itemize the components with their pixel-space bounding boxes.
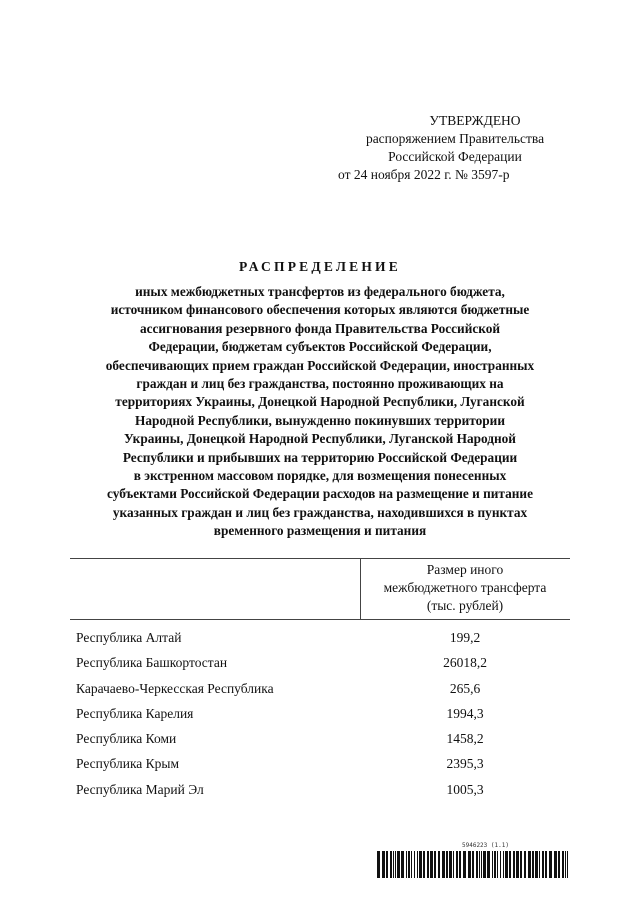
region-name: Республика Алтай — [76, 630, 182, 645]
subtitle-line: граждан и лиц без гражданства, постоянно проживающих на — [136, 376, 504, 392]
table-row — [76, 727, 570, 752]
region-name: Карачаево-Черкесская Республика — [76, 680, 274, 696]
column-header-line: межбюджетного трансферта — [383, 580, 547, 595]
transfer-amount: 1994,3 — [446, 705, 484, 721]
subtitle-line: Народной Республики, вынужденно покинувших территории — [135, 412, 505, 428]
region-name: Республика Башкортостан — [76, 655, 228, 671]
subtitle-line: обеспечивающих прием граждан Российской Федерации, иностранных — [105, 357, 535, 373]
table-row — [76, 752, 570, 777]
subtitle-line: Украины, Донецкой Народной Республики, Луганской Народной — [124, 431, 516, 447]
transfer-amount: 265,6 — [449, 680, 481, 696]
subtitle-line: источником финансового обеспечения которых являются бюджетные — [110, 302, 530, 318]
subtitle-line: указанных граждан и лиц без гражданства, находившихся в пунктах — [112, 504, 528, 520]
approval-block — [330, 112, 580, 184]
subtitle-line: ассигнования резервного фонда Правительства Российской — [139, 320, 501, 336]
table-row — [76, 677, 570, 702]
subtitle-line: Федерации, бюджетам субъектов Российской Федерации, — [148, 339, 492, 355]
table-row — [76, 702, 570, 727]
table-top-border — [70, 558, 570, 559]
approval-line-government: Российской Федерации — [388, 149, 522, 164]
region-name: Республика Марий Эл — [76, 781, 204, 797]
subtitle-line: в экстренном массовом порядке, для возмещения понесенных — [133, 468, 507, 484]
transfer-amount: 26018,2 — [443, 655, 487, 671]
region-name: Республика Крым — [76, 756, 180, 772]
column-header-line: (тыс. рублей) — [426, 598, 504, 613]
table-body — [76, 626, 570, 803]
table-row — [76, 651, 570, 676]
subtitle-line: иных межбюджетных трансфертов из федерального бюджета, — [135, 284, 505, 299]
transfer-amount: 2395,3 — [446, 756, 484, 772]
barcode-number: 5946223 (1.1) — [462, 842, 509, 849]
subtitle-line: Республики и прибывших на территорию Российской Федерации — [122, 449, 518, 465]
amount-column-header — [360, 561, 570, 615]
document-subtitle — [70, 283, 570, 541]
table-header-border — [70, 619, 570, 620]
transfer-amount: 1005,3 — [446, 781, 484, 797]
region-name: Республика Карелия — [76, 705, 194, 721]
subtitle-line: территориях Украины, Донецкой Народной Республики, Луганской — [115, 394, 525, 410]
approval-line-order: распоряжением Правительства — [365, 131, 545, 146]
region-name: Республика Коми — [76, 731, 177, 747]
barcode-icon — [377, 851, 570, 878]
subtitle-line: временного размещения и питания — [213, 523, 427, 539]
table-row — [76, 626, 570, 651]
transfer-amount: 199,2 — [449, 630, 481, 645]
document-title: РАСПРЕДЕЛЕНИЕ — [239, 259, 401, 274]
approval-line-date-number: от 24 ноября 2022 г. № 3597-р — [338, 167, 510, 182]
subtitle-line: субъектами Российской Федерации расходов на размещение и питание — [107, 486, 533, 502]
approval-heading: УТВЕРЖДЕНО — [429, 113, 521, 128]
transfer-amount: 1458,2 — [446, 731, 484, 747]
column-header-line: Размер иного — [426, 562, 504, 577]
table-row — [76, 778, 570, 803]
